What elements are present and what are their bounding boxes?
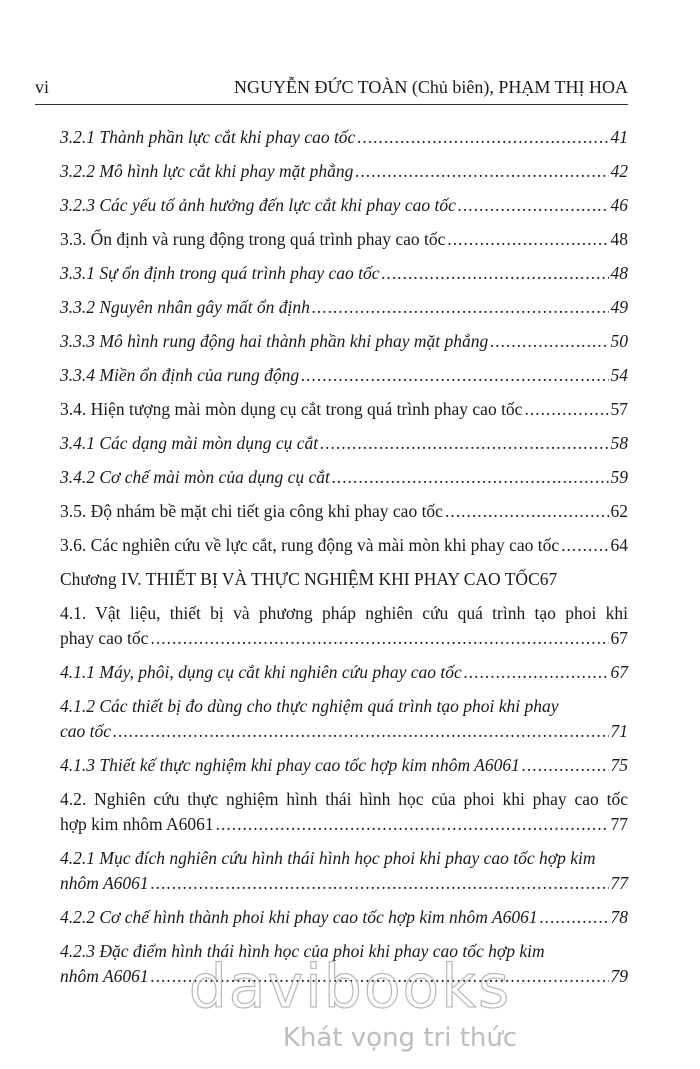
toc-entry-title: 3.2.1 Thành phần lực cắt khi phay cao tốc [60,127,356,147]
toc-entry-title: 3.2.2 Mô hình lực cắt khi phay mặt phẳng [60,161,354,181]
toc-entry-title: 4.2.2 Cơ chế hình thành phoi khi phay cao tốc hợp kim nhôm A6061 [60,907,538,927]
toc-entry-page: 49 [610,297,628,317]
toc-entry-page: 46 [610,195,628,215]
table-of-contents [60,125,628,989]
dot-leader [113,719,608,744]
toc-entry[interactable] [60,159,628,184]
toc-entry[interactable] [60,787,628,837]
dot-leader [382,261,609,286]
toc-entry[interactable] [60,397,628,422]
toc-entry-title: 3.6. Các nghiên cứu về lực cắt, rung động và mài mòn khi phay cao tốc [60,535,560,555]
toc-entry-title: 3.3.2 Nguyên nhân gây mất ổn định [60,297,310,317]
dot-leader [332,465,609,490]
toc-entry-title-line2: hợp kim nhôm A6061 [60,814,214,834]
toc-entry-title: 3.3.4 Miền ổn định của rung động [60,365,300,385]
toc-entry-page: 41 [610,127,628,147]
toc-entry-title: 3.4.1 Các dạng mài mòn dụng cụ cắt [60,433,319,453]
toc-entry-page: 50 [610,331,628,351]
dot-leader [540,905,609,930]
toc-entry-page: 42 [610,161,628,181]
toc-entry-page: 67 [610,662,628,682]
toc-entry-title: Chương IV. THIẾT BỊ VÀ THỰC NGHIỆM KHI PHAY CAO TỐC [60,569,540,589]
dot-leader [522,753,609,778]
toc-entry[interactable] [60,431,628,456]
dot-leader [150,626,608,651]
toc-entry[interactable] [60,846,628,896]
toc-entry-title: 3.3.1 Sự ổn định trong quá trình phay cao tốc [60,263,380,283]
toc-entry-page: 58 [610,433,628,453]
toc-entry-page: 78 [610,907,628,927]
toc-entry-page: 77 [610,873,628,893]
toc-entry-page: 71 [610,721,628,741]
watermark-tagline: Khát vọng tri thức [282,1023,518,1053]
toc-entry-page: 64 [610,535,628,555]
toc-entry-page: 59 [610,467,628,487]
toc-entry[interactable] [60,905,628,930]
dot-leader [216,812,609,837]
toc-entry-title-line1: 4.2. Nghiên cứu thực nghiệm hình thái hình học của phoi khi phay cao tốc [60,789,628,809]
header-rule [35,104,628,105]
dot-leader [445,499,609,524]
toc-entry-page: 77 [610,814,628,834]
toc-entry-chapter[interactable] [60,567,628,592]
toc-entry[interactable] [60,465,628,490]
toc-entry[interactable] [60,295,628,320]
dot-leader [312,295,609,320]
toc-entry-title: 3.5. Độ nhám bề mặt chi tiết gia công khi phay cao tốc [60,501,443,521]
toc-entry-title-line1: 4.2.3 Đặc điểm hình thái hình học của phoi khi phay cao tốc hợp kim [60,941,545,961]
toc-entry-title: 4.1.3 Thiết kế thực nghiệm khi phay cao tốc hợp kim nhôm A6061 [60,755,520,775]
toc-entry[interactable] [60,261,628,286]
toc-entry-page: 67 [610,628,628,648]
toc-entry[interactable] [60,329,628,354]
toc-entry[interactable] [60,363,628,388]
toc-entry[interactable] [60,601,628,651]
toc-entry[interactable] [60,660,628,685]
toc-entry-title: 3.3. Ổn định và rung động trong quá trình phay cao tốc [60,229,446,249]
toc-entry[interactable] [60,125,628,150]
dot-leader [320,431,608,456]
dot-leader [561,533,608,558]
toc-entry-page: 67 [539,569,558,589]
dot-leader [490,329,608,354]
dot-leader [458,193,609,218]
page-header [35,74,628,100]
dot-leader [357,125,608,150]
toc-entry[interactable] [60,694,628,744]
toc-entry-title: 3.4. Hiện tượng mài mòn dụng cụ cắt trong quá trình phay cao tốc [60,399,523,419]
dot-leader [524,397,608,422]
page-number: vi [35,77,50,97]
toc-entry-title-line1: 4.2.1 Mục đích nghiên cứu hình thái hình học phoi khi phay cao tốc hợp kim [60,848,596,868]
dot-leader [355,159,608,184]
toc-entry-title-line2: nhôm A6061 [60,873,149,893]
toc-entry-page: 48 [610,263,628,283]
watermark-brand: davibooks [188,952,512,1022]
toc-entry-page: 48 [610,229,628,249]
toc-entry-title-line2: cao tốc [60,721,112,741]
toc-entry[interactable] [60,533,628,558]
toc-entry-page: 62 [610,501,628,521]
toc-entry[interactable] [60,193,628,218]
dot-leader [151,871,609,896]
toc-entry[interactable] [60,753,628,778]
toc-entry-title: 4.1.1 Máy, phôi, dụng cụ cắt khi nghiên cứu phay cao tốc [60,662,462,682]
running-title: NGUYỄN ĐỨC TOÀN (Chủ biên), PHẠM THỊ HOA [234,77,628,97]
toc-entry-page: 54 [610,365,628,385]
dot-leader [447,227,608,252]
toc-entry-title: 3.3.3 Mô hình rung động hai thành phần khi phay mặt phẳng [60,331,489,351]
toc-entry-title-line1: 4.1.2 Các thiết bị đo dùng cho thực nghiệm quá trình tạo phoi khi phay [60,696,559,716]
dot-leader [301,363,608,388]
toc-entry-page: 75 [610,755,628,775]
toc-entry[interactable] [60,499,628,524]
dot-leader [464,660,609,685]
toc-entry[interactable] [60,227,628,252]
toc-entry-title-line1: 4.1. Vật liệu, thiết bị và phương pháp nghiên cứu quá trình tạo phoi khi [60,603,628,623]
toc-entry-title: 3.4.2 Cơ chế mài mòn của dụng cụ cắt [60,467,330,487]
toc-entry-title: 3.2.3 Các yếu tố ảnh hưởng đến lực cắt khi phay cao tốc [60,195,456,215]
toc-entry-title-line2: nhôm A6061 [60,966,149,986]
toc-entry-page: 79 [610,966,628,986]
toc-entry-page: 57 [610,399,628,419]
toc-entry-title-line2: phay cao tốc [60,628,149,648]
